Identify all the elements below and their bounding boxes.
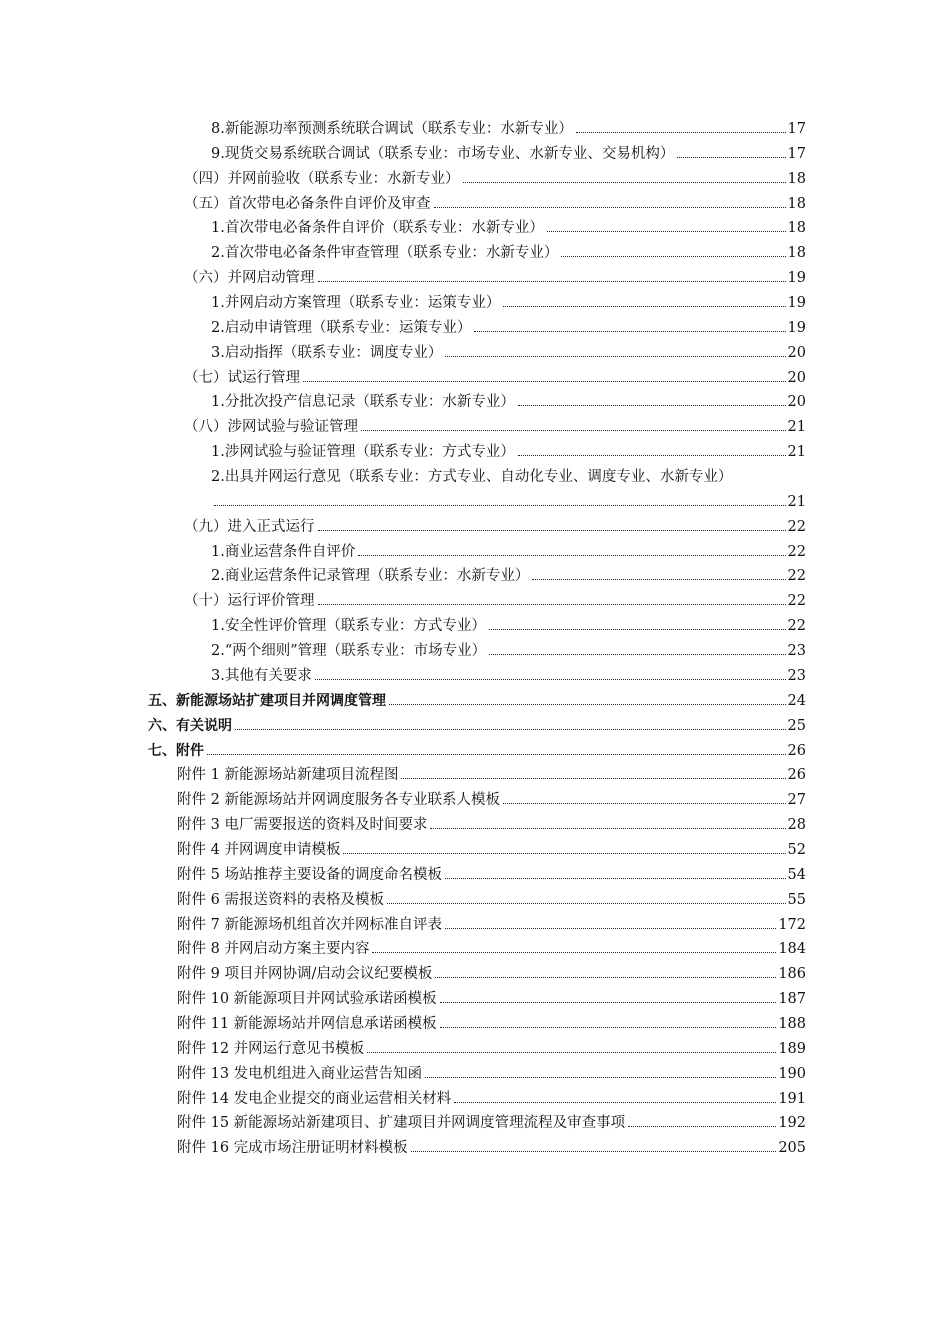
toc-leader-dots [318, 530, 786, 531]
toc-page-number: 19 [787, 320, 806, 336]
toc-entry[interactable] [211, 290, 806, 312]
toc-entry-title: （九）进入正式运行 [184, 519, 315, 535]
toc-entry[interactable] [177, 837, 806, 859]
toc-page-number: 23 [787, 668, 806, 684]
toc-page-number: 186 [778, 966, 806, 982]
toc-page-number: 190 [778, 1066, 806, 1082]
toc-page-number: 21 [787, 444, 806, 460]
toc-entry-title: 附件 3 电厂需要报送的资料及时间要求 [177, 817, 428, 833]
toc-entry[interactable] [211, 215, 806, 237]
toc-entry[interactable] [177, 1036, 806, 1058]
toc-page-number: 23 [787, 643, 806, 659]
toc-entry-title: 附件 15 新能源场站新建项目、扩建项目并网调度管理流程及审查事项 [177, 1115, 626, 1131]
toc-entry[interactable] [177, 1011, 806, 1033]
toc-page-number: 18 [787, 171, 806, 187]
toc-entry[interactable] [211, 315, 806, 337]
toc-entry-title: 附件 1 新能源场站新建项目流程图 [177, 767, 399, 783]
toc-entry-title: 附件 5 场站推荐主要设备的调度命名模板 [177, 867, 442, 883]
toc-entry-title: 1.首次带电必备条件自评价（联系专业：水新专业） [211, 220, 544, 236]
toc-leader-dots [303, 381, 786, 382]
toc-page-number: 22 [787, 544, 806, 560]
toc-leader-dots [207, 754, 786, 755]
toc-entry-title: 9.现货交易系统联合调试（联系专业：市场专业、水新专业、交易机构） [211, 146, 675, 162]
toc-entry-title: 3.启动指挥（联系专业：调度专业） [211, 345, 443, 361]
toc-leader-dots [318, 604, 786, 605]
toc-leader-dots [318, 281, 786, 282]
toc-page-number: 24 [787, 693, 806, 709]
toc-leader-dots [367, 1052, 776, 1053]
toc-leader-dots [454, 1102, 776, 1103]
toc-entry-title: 1.安全性评价管理（联系专业：方式专业） [211, 618, 486, 634]
toc-entry[interactable] [177, 1061, 806, 1083]
toc-entry[interactable] [211, 389, 806, 411]
toc-entry-title: 七、附件 [148, 743, 204, 759]
toc-entry[interactable] [177, 936, 806, 958]
toc-page-number: 18 [787, 220, 806, 236]
toc-entry[interactable] [177, 1086, 806, 1108]
toc-entry-title: 五、新能源场站扩建项目并网调度管理 [148, 693, 386, 709]
toc-entry-title: 2.出具并网运行意见（联系专业：方式专业、自动化专业、调度专业、水新专业） [211, 469, 733, 485]
toc-entry[interactable] [184, 365, 806, 387]
toc-leader-dots [576, 132, 786, 133]
toc-entry[interactable] [184, 166, 806, 188]
toc-leader-dots [518, 455, 786, 456]
toc-entry[interactable] [148, 738, 806, 760]
toc-entry[interactable] [184, 588, 806, 610]
toc-entry[interactable] [211, 539, 806, 561]
toc-page-number: 191 [778, 1091, 806, 1107]
toc-page-number: 17 [787, 146, 806, 162]
toc-page-number: 19 [787, 295, 806, 311]
toc-entry[interactable] [177, 1110, 806, 1132]
toc-page-number: 28 [787, 817, 806, 833]
toc-page-number: 17 [787, 121, 806, 137]
toc-page-number: 27 [787, 792, 806, 808]
toc-page-number: 26 [787, 743, 806, 759]
toc-entry[interactable] [177, 1135, 806, 1157]
toc-leader-dots [440, 1002, 777, 1003]
toc-page-number: 21 [787, 419, 806, 435]
toc-entry[interactable] [177, 986, 806, 1008]
toc-leader-dots [315, 679, 786, 680]
toc-entry-title: 2.首次带电必备条件审查管理（联系专业：水新专业） [211, 245, 559, 261]
toc-entry-title: 8.新能源功率预测系统联合调试（联系专业：水新专业） [211, 121, 573, 137]
toc-entry-title: 附件 16 完成市场注册证明材料模板 [177, 1140, 408, 1156]
toc-entry[interactable] [211, 613, 806, 635]
toc-page-number: 22 [787, 593, 806, 609]
toc-page-number: 20 [787, 394, 806, 410]
toc-entry[interactable] [211, 464, 806, 486]
toc-leader-dots [547, 231, 786, 232]
toc-entry-title: 1.商业运营条件自评价 [211, 544, 356, 560]
toc-page-number: 187 [778, 991, 806, 1007]
toc-page-number: 188 [778, 1016, 806, 1032]
toc-entry[interactable] [211, 489, 806, 511]
toc-entry-title: （五）首次带电必备条件自评价及审查 [184, 196, 431, 212]
toc-entry-title: 2.启动申请管理（联系专业：运策专业） [211, 320, 472, 336]
toc-entry[interactable] [177, 812, 806, 834]
toc-entry-title: 附件 14 发电企业提交的商业运营相关材料 [177, 1091, 452, 1107]
toc-page-number: 22 [787, 618, 806, 634]
toc-leader-dots [518, 405, 786, 406]
toc-entry-title: （四）并网前验收（联系专业：水新专业） [184, 171, 460, 187]
toc-entry[interactable] [211, 563, 806, 585]
toc-entry[interactable] [211, 116, 806, 138]
toc-entry-title: 3.其他有关要求 [211, 668, 312, 684]
toc-leader-dots [372, 952, 776, 953]
toc-entry-title: 附件 13 发电机组进入商业运营告知函 [177, 1066, 423, 1082]
toc-page-number: 172 [778, 917, 806, 933]
toc-entry[interactable] [211, 663, 806, 685]
toc-entry[interactable] [184, 514, 806, 536]
toc-leader-dots [358, 555, 785, 556]
toc-leader-dots [445, 878, 786, 879]
toc-leader-dots [503, 306, 785, 307]
toc-entry-title: 附件 11 新能源场站并网信息承诺函模板 [177, 1016, 437, 1032]
toc-entry-title: 2.商业运营条件记录管理（联系专业：水新专业） [211, 568, 530, 584]
toc-entry[interactable] [148, 713, 806, 735]
toc-page-number: 192 [778, 1115, 806, 1131]
toc-entry[interactable] [211, 340, 806, 362]
toc-entry[interactable] [148, 688, 806, 710]
toc-entry[interactable] [184, 191, 806, 213]
toc-entry[interactable] [177, 787, 806, 809]
toc-entry-title: （十）运行评价管理 [184, 593, 315, 609]
toc-page-number: 54 [787, 867, 806, 883]
toc-entry-title: 附件 9 项目并网协调/启动会议纪要模板 [177, 966, 433, 982]
toc-entry-title: （六）并网启动管理 [184, 270, 315, 286]
toc-entry-title: 附件 2 新能源场站并网调度服务各专业联系人模板 [177, 792, 500, 808]
toc-leader-dots [401, 778, 785, 779]
toc-leader-dots [489, 654, 785, 655]
toc-entry-title: 附件 8 并网启动方案主要内容 [177, 941, 370, 957]
toc-page-number: 22 [787, 519, 806, 535]
toc-leader-dots [474, 331, 785, 332]
toc-entry-title: 附件 10 新能源项目并网试验承诺函模板 [177, 991, 437, 1007]
toc-entry[interactable] [177, 862, 806, 884]
toc-leader-dots [440, 1027, 777, 1028]
toc-leader-dots [677, 157, 785, 158]
toc-leader-dots [430, 828, 785, 829]
toc-leader-dots [411, 1151, 777, 1152]
toc-entry-title: 附件 7 新能源场机组首次并网标准自评表 [177, 917, 442, 933]
toc-entry-title: 1.分批次投产信息记录（联系专业：水新专业） [211, 394, 515, 410]
toc-page-number: 25 [787, 718, 806, 734]
toc-leader-dots [343, 853, 785, 854]
toc-page-number: 19 [787, 270, 806, 286]
toc-leader-dots [561, 256, 785, 257]
toc-entry[interactable] [211, 141, 806, 163]
toc-entry-title: 附件 4 并网调度申请模板 [177, 842, 341, 858]
toc-leader-dots [435, 977, 776, 978]
toc-leader-dots [445, 928, 776, 929]
toc-entry[interactable] [211, 638, 806, 660]
toc-leader-dots [628, 1126, 776, 1127]
toc-entry-title: 2.“两个细则”管理（联系专业：市场专业） [211, 643, 487, 659]
toc-leader-dots [361, 430, 786, 431]
toc-entry-title: 1.涉网试验与验证管理（联系专业：方式专业） [211, 444, 515, 460]
toc-page-number: 184 [778, 941, 806, 957]
toc-page-number: 18 [787, 196, 806, 212]
toc-leader-dots [463, 182, 786, 183]
toc-leader-dots [445, 356, 785, 357]
toc-entry-title: （七）试运行管理 [184, 370, 300, 386]
toc-entry[interactable] [184, 414, 806, 436]
toc-page-number: 55 [787, 892, 806, 908]
toc-entry[interactable] [211, 439, 806, 461]
toc-entry[interactable] [177, 762, 806, 784]
toc-page-number: 205 [778, 1140, 806, 1156]
toc-entry-title: （八）涉网试验与验证管理 [184, 419, 358, 435]
toc-page-number: 20 [787, 345, 806, 361]
toc-leader-dots [425, 1077, 776, 1078]
toc-entry[interactable] [177, 912, 806, 934]
toc-entry[interactable] [177, 887, 806, 909]
toc-entry[interactable] [211, 240, 806, 262]
toc-leader-dots [387, 903, 786, 904]
toc-page-number: 52 [787, 842, 806, 858]
toc-entry-title: 1.并网启动方案管理（联系专业：运策专业） [211, 295, 501, 311]
toc-page-number: 22 [787, 568, 806, 584]
toc-entry-title: 附件 12 并网运行意见书模板 [177, 1041, 365, 1057]
toc-leader-dots [503, 803, 786, 804]
toc-page-number: 189 [778, 1041, 806, 1057]
toc-entry[interactable] [184, 265, 806, 287]
toc-leader-dots [235, 729, 786, 730]
toc-page-number: 21 [787, 494, 806, 510]
toc-entry[interactable] [177, 961, 806, 983]
toc-page-number: 18 [787, 245, 806, 261]
toc-page-number: 26 [787, 767, 806, 783]
toc-leader-dots [489, 629, 786, 630]
toc-leader-dots [214, 505, 786, 506]
toc-leader-dots [389, 704, 786, 705]
toc-leader-dots [434, 207, 786, 208]
toc-entry-title: 六、有关说明 [148, 718, 232, 734]
toc-page-number: 20 [787, 370, 806, 386]
toc-entry-title: 附件 6 需报送资料的表格及模板 [177, 892, 384, 908]
toc-leader-dots [532, 579, 785, 580]
